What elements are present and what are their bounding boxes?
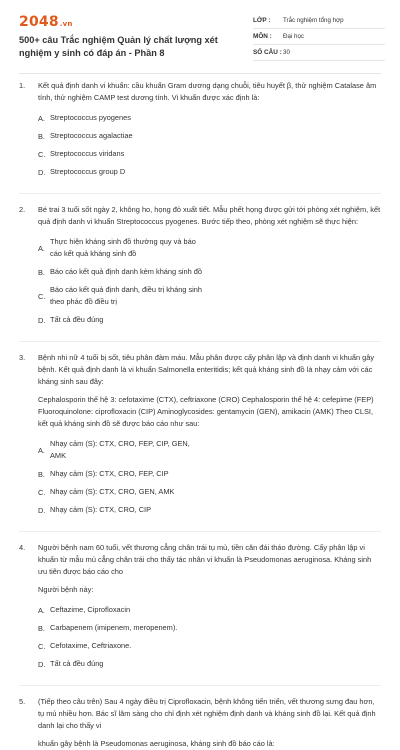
option-text: Ceftazime, Ciprofloxacin bbox=[50, 605, 131, 614]
answer-option-d[interactable] bbox=[38, 166, 210, 178]
option-text: Báo cáo kết quả định danh kèm kháng sinh đồ bbox=[50, 267, 203, 276]
question-4 bbox=[19, 542, 381, 676]
option-letter: A. bbox=[38, 605, 45, 615]
question-divider bbox=[19, 685, 381, 686]
option-letter: B. bbox=[38, 131, 45, 141]
option-letter: A. bbox=[38, 445, 45, 455]
question-body bbox=[38, 204, 381, 332]
question-paragraph: Người bệnh này: bbox=[38, 585, 94, 594]
option-letter: C. bbox=[38, 291, 46, 301]
answer-option-c[interactable] bbox=[38, 486, 210, 498]
option-letter: A. bbox=[38, 243, 45, 253]
question-number: 2. bbox=[19, 205, 26, 214]
answer-option-a[interactable] bbox=[38, 438, 210, 462]
option-letter: B. bbox=[38, 469, 45, 479]
meta-value: Đại học bbox=[283, 33, 304, 40]
answer-option-c[interactable] bbox=[38, 148, 210, 160]
answer-option-a[interactable] bbox=[38, 604, 210, 616]
question-2 bbox=[19, 204, 381, 332]
question-number: 5. bbox=[19, 697, 26, 706]
option-text: Streptococcus group D bbox=[50, 167, 126, 176]
question-number: 4. bbox=[19, 543, 26, 552]
meta-value: 30 bbox=[283, 49, 290, 56]
page-header bbox=[0, 0, 400, 72]
question-text: Bệnh nhi nữ 4 tuổi bị sốt, tiêu phân đàm máu. Mẫu phân được cấy phân lập và định danh vi khuẩn gây bệnh. Kết quả định danh là vi khuẩn Salmonella enteritidis; kết quả kháng sinh đồ là nhạy cảm với các kháng sinh sau đây: bbox=[38, 353, 375, 386]
answer-option-c[interactable] bbox=[38, 640, 210, 652]
answer-option-b[interactable] bbox=[38, 266, 210, 278]
option-text: Báo cáo kết quả định danh, điều trị kháng sinh theo phác đồ điều trị bbox=[50, 285, 203, 306]
answer-option-b[interactable] bbox=[38, 468, 210, 480]
question-body bbox=[38, 352, 381, 522]
meta-key: MÔN : bbox=[253, 33, 272, 40]
meta-value: Trắc nghiệm tổng hợp bbox=[283, 17, 344, 24]
option-letter: D. bbox=[38, 315, 46, 325]
question-text: Người bệnh nam 60 tuổi, vết thương cẳng chân trái tụ mủ, tiền căn đái tháo đường. Cấy phân lập vi khuẩn từ mẫu mủ cẳng chân trái cho thấy tác nhân vi khuẩn là Pseudomonas aeruginosa. Kháng sinh ưu tiên được báo cáo cho bbox=[38, 543, 372, 576]
document-meta bbox=[253, 13, 385, 61]
option-letter: D. bbox=[38, 167, 46, 177]
answer-options bbox=[38, 604, 381, 676]
site-logo[interactable] bbox=[19, 14, 73, 30]
document-title: 500+ câu Trắc nghiệm Quản lý chất lượng xét nghiệm y sinh có đáp án - Phần 8 bbox=[19, 35, 218, 58]
question-text: Bé trai 3 tuổi sốt ngày 2, không ho, họng đỏ xuất tiết. Mẫu phết họng được gửi tới phòng xét nghiệm, kết quả định danh vi khuẩn Streptococcus pyogenes. Bước tiếp theo, phòng xét nghiệm sẽ thực hiện: bbox=[38, 205, 381, 226]
question-5 bbox=[19, 696, 381, 750]
option-text: Tất cả đều đúng bbox=[50, 659, 104, 668]
question-1 bbox=[19, 80, 381, 184]
question-body bbox=[38, 696, 381, 750]
meta-row-class bbox=[253, 13, 385, 29]
header-divider bbox=[19, 73, 381, 74]
logo-text: 2048 bbox=[19, 14, 59, 30]
question-number: 1. bbox=[19, 81, 26, 90]
question-paragraph: khuẩn gây bệnh là Pseudomonas aeruginosa, kháng sinh đồ báo cáo là: bbox=[38, 739, 275, 748]
question-divider bbox=[19, 341, 381, 342]
answer-option-d[interactable] bbox=[38, 658, 210, 670]
option-letter: D. bbox=[38, 505, 46, 515]
option-text: Streptococcus pyogenes bbox=[50, 113, 131, 122]
option-text: Carbapenem (imipenem, meropenem). bbox=[50, 623, 178, 632]
question-text: (Tiếp theo câu trên) Sau 4 ngày điều trị Ciprofloxacin, bệnh không tiến triển, vết thương sưng đau hơn, tụ mủ nhiều hơn. Bác sĩ lâm sàng cho chỉ định xét nghiệm định danh và kháng sinh đồ lại. Kết quả định danh lại cho thấy vi bbox=[38, 697, 376, 730]
option-text: Nhạy cảm (S): CTX, CRO, FEP, CIP, GEN, AMK bbox=[50, 439, 190, 460]
option-letter: C. bbox=[38, 487, 46, 497]
answer-option-d[interactable] bbox=[38, 504, 210, 516]
answer-option-c[interactable] bbox=[38, 284, 210, 308]
meta-key: LỚP : bbox=[253, 17, 271, 24]
question-body bbox=[38, 542, 381, 676]
answer-option-b[interactable] bbox=[38, 622, 210, 634]
answer-option-b[interactable] bbox=[38, 130, 210, 142]
option-letter: C. bbox=[38, 149, 46, 159]
option-letter: B. bbox=[38, 267, 45, 277]
answer-options bbox=[38, 112, 381, 184]
option-text: Nhạy cảm (S): CTX, CRO, FEP, CIP bbox=[50, 469, 169, 478]
question-divider bbox=[19, 531, 381, 532]
question-paragraph: Cephalosporin thế hệ 3: cefotaxime (CTX), ceftriaxone (CRO) Cephalosporin thế hệ 4: cefepime (FEP) Fluoroquinolone: ciprofloxacin (CIP) Aminoglycosides: gentamycin (GEN), amikacin (AMK) Theo CLSI, kết quả kháng sinh đồ sẽ được báo cáo như sau: bbox=[38, 395, 374, 428]
option-letter: C. bbox=[38, 641, 46, 651]
answer-options bbox=[38, 236, 381, 332]
answer-option-d[interactable] bbox=[38, 314, 210, 326]
meta-key: SỐ CÂU : bbox=[253, 49, 282, 56]
option-letter: B. bbox=[38, 623, 45, 633]
option-text: Nhạy cảm (S): CTX, CRO, CIP bbox=[50, 505, 152, 514]
option-text: Nhạy cảm (S): CTX, CRO, GEN, AMK bbox=[50, 487, 175, 496]
question-3 bbox=[19, 352, 381, 522]
question-list bbox=[19, 80, 381, 750]
answer-option-a[interactable] bbox=[38, 236, 210, 260]
meta-row-subject bbox=[253, 29, 385, 45]
logo-suffix: .vn bbox=[59, 20, 73, 28]
option-text: Cefotaxime, Ceftriaxone. bbox=[50, 641, 132, 650]
option-text: Thực hiện kháng sinh đồ thường quy và báo cáo kết quả kháng sinh đồ bbox=[50, 237, 196, 258]
question-number: 3. bbox=[19, 353, 26, 362]
question-body bbox=[38, 80, 381, 184]
question-text: Kết quả định danh vi khuẩn: cầu khuẩn Gram dương dạng chuỗi, tiêu huyết β, thử nghiệm Catalase âm tính, thử nghiệm CAMP test dương tính. Vi khuẩn được xác định là: bbox=[38, 81, 377, 102]
answer-option-a[interactable] bbox=[38, 112, 210, 124]
option-text: Streptococcus agalactiae bbox=[50, 131, 133, 140]
meta-row-count bbox=[253, 45, 385, 61]
option-text: Tất cả đều đúng bbox=[50, 315, 104, 324]
question-divider bbox=[19, 193, 381, 194]
option-letter: D. bbox=[38, 659, 46, 669]
answer-options bbox=[38, 438, 381, 522]
option-text: Streptococcus viridans bbox=[50, 149, 125, 158]
option-letter: A. bbox=[38, 113, 45, 123]
